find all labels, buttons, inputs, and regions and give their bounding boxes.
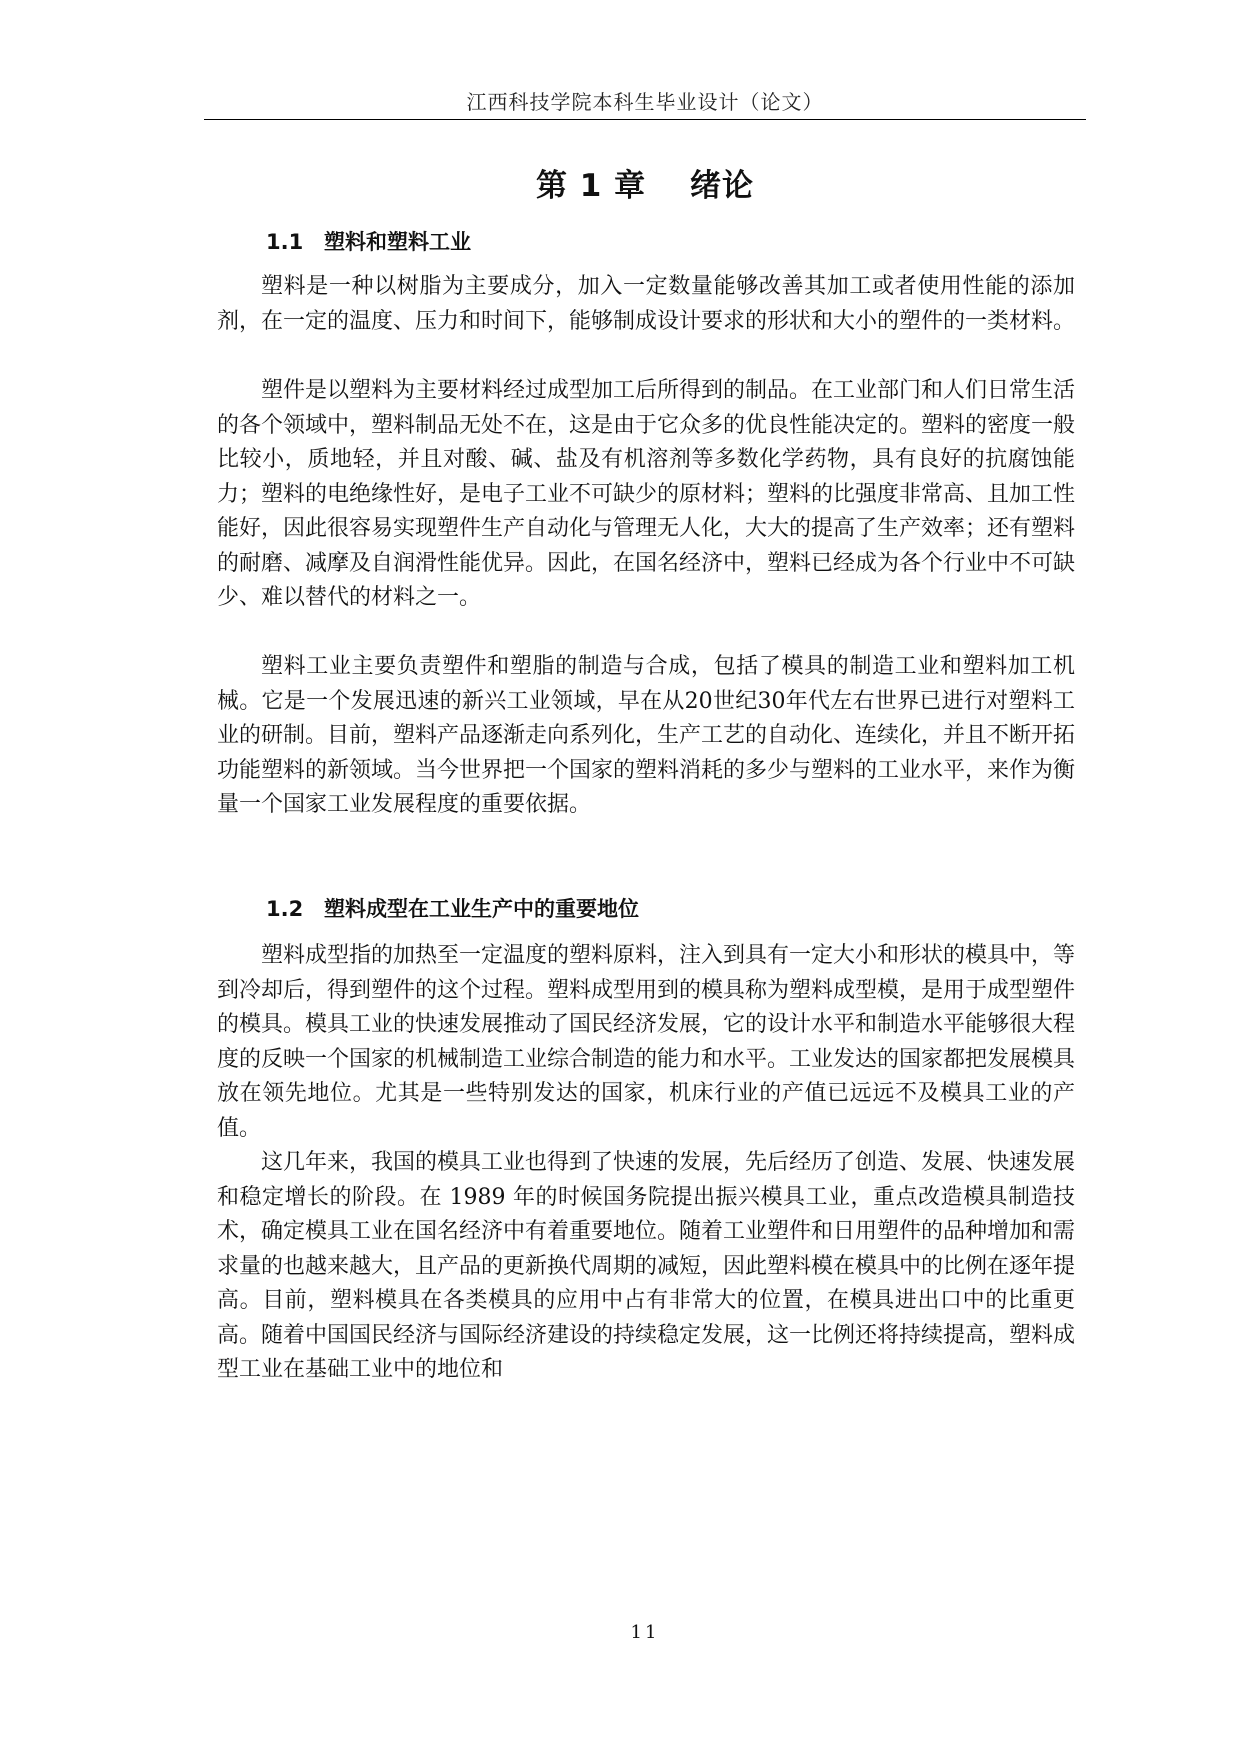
paragraph: 塑件是以塑料为主要材料经过成型加工后所得到的制品。在工业部门和人们日常生活的各个领域中，塑料制品无处不在，这是由于它众多的优良性能决定的。塑料的密度一般比较小，质地轻，并且对酸、碱、盐及有机溶剂等多数化学药物，具有良好的抗腐蚀能力；塑料的电绝缘性好，是电子工业不可缺少的原材料；塑料的比强度非常高、且加工性能好，因此很容易实现塑件生产自动化与管理无人化，大大的提高了生产效率；还有塑料的耐磨、减摩及自润滑性能优异。因此，在国名经济中，塑料已经成为各个行业中不可缺少、难以替代的材料之一。 [217,378,1076,610]
section-number: 1.2 [266,897,304,921]
section-number: 1.1 [266,230,304,254]
paragraph: 这几年来，我国的模具工业也得到了快速的发展，先后经历了创造、发展、快速发展和稳定增长的阶段。在 1989 年的时候国务院提出振兴模具工业，重点改造模具制造技术，确定模具工业在国名经济中有着重要地位。随着工业塑件和日用塑件的品种增加和需求量的也越来越大，且产品的更新换代周期的减短，因此塑料模在模具中的比例在逐年提高。目前，塑料模具在各类模具的应用中占有非常大的位置，在模具进出口中的比重更高。随着中国国民经济与国际经济建设的持续稳定发展，这一比例还将持续提高，塑料成型工业在基础工业中的地位和 [217,1150,1076,1382]
page-number: 11 [630,1622,660,1643]
section-heading-1-1 [266,226,471,256]
paragraph: 塑料成型指的加热至一定温度的塑料原料，注入到具有一定大小和形状的模具中，等到冷却后，得到塑件的这个过程。塑料成型用到的模具称为塑料成型模，是用于成型塑件的模具。模具工业的快速发展推动了国民经济发展，它的设计水平和制造水平能够很大程度的反映一个国家的机械制造工业综合制造的能力和水平。工业发达的国家都把发展模具放在领先地位。尤其是一些特别发达的国家，机床行业的产值已远远不及模具工业的产值。 [217,943,1076,1141]
paragraph: 塑料是一种以树脂为主要成分，加入一定数量能够改善其加工或者使用性能的添加剂，在一定的温度、压力和时间下，能够制成设计要求的形状和大小的塑件的一类材料。 [217,274,1076,334]
section-title: 塑料和塑料工业 [324,230,471,254]
section-heading-1-2 [266,893,639,923]
running-header: 江西科技学院本科生毕业设计（论文） [466,90,824,114]
chapter-title: 第 1 章 绪论 [536,168,754,204]
header-rule [204,119,1086,120]
section-title: 塑料成型在工业生产中的重要地位 [324,897,639,921]
paragraph: 塑料工业主要负责塑件和塑脂的制造与合成，包括了模具的制造工业和塑料加工机械。它是一个发展迅速的新兴工业领域，早在从20世纪30年代左右世界已进行对塑料工业的研制。目前，塑料产品逐渐走向系列化，生产工艺的自动化、连续化，并且不断开拓功能塑料的新领域。当今世界把一个国家的塑料消耗的多少与塑料的工业水平，来作为衡量一个国家工业发展程度的重要依据。 [217,654,1076,817]
